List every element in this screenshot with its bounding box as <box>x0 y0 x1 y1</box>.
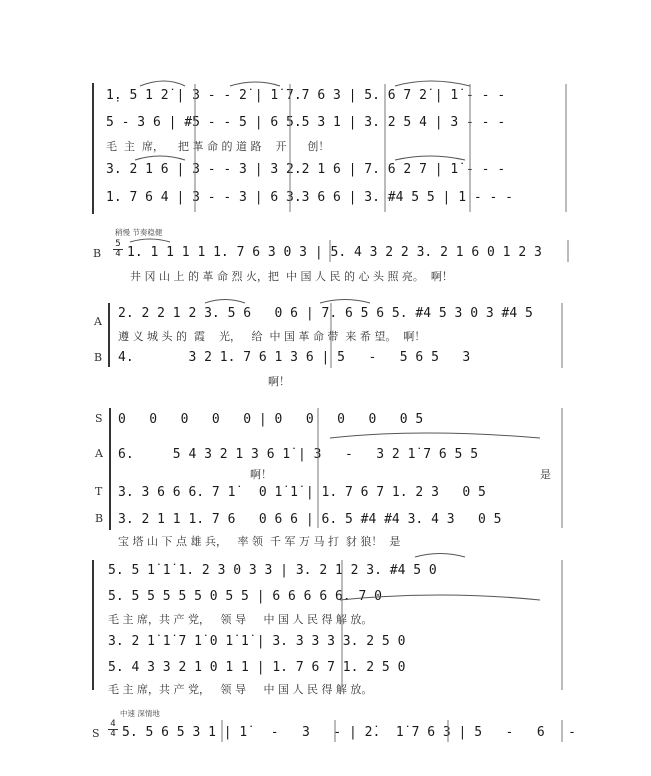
melody-b-2: 4. 3 2 1. 7 6 1 3 6 | 5 - 5 6 5 3 <box>118 350 471 365</box>
staff-4-t: 3. 3 6 6 6. 7 1̇ 0 1̇ 1̇ | 1. 7 6 7 1. 2 3 0 5 <box>118 485 486 500</box>
part-label-b: B <box>95 512 104 525</box>
staff-1-4: 1. 7 6 4 | 3 - - 3 | 6 3.3 6 6 | 3. #4 5 5 | 1 - - - <box>106 190 513 205</box>
lyrics-4-a-1: 啊！ <box>250 468 272 481</box>
tempo-marking-1: 稍慢 节奏稳健 <box>115 228 163 237</box>
staff-4-a: 6. 5 4 3 2 1 3 6 1̇ | 3 - 3 2 1̇ 7 6 5 5 <box>118 447 479 462</box>
lyrics-1: 毛 主 席， 把 革 命 的 道 路 开 创！ <box>106 140 330 153</box>
lyrics-5-1: 毛 主 席，共 产 党， 领 导 中 国 人 民 得 解 放。 <box>108 613 373 626</box>
staff-5-3: 3. 2 1̇ 1̇ 7 1̇ 0 1̇ 1̇ | 3. 3 3 3 3. 2 5 0 <box>108 634 406 649</box>
lyrics-4: 宝 塔 山 下 点 雄 兵， 率 领 千 军 万 马 打 豺 狼！ 是 <box>118 535 401 548</box>
lyrics-a-2: 遵 义 城 头 的 霞 光， 给 中 国 革 命 带 来 希 望。 啊！ <box>118 330 426 343</box>
staff-1-3: 3. 2 1 6 | 3 - - 3 | 3 2.2 1 6 | 7. 6 2 7 | 1̇ - - - <box>106 162 506 177</box>
part-label-b: B <box>94 351 103 364</box>
part-label-a: A <box>94 315 102 328</box>
melody-s-6: 5. 5 6 5 3 1 | 1̇ - 3 - | 2̇. 1̇ 7 6 3 | 5 - 6 - <box>122 725 576 740</box>
lyrics-b-1: 井 冈 山 上 的 革 命 烈 火，把 中 国 人 民 的 心 头 照 亮。 啊！ <box>130 270 453 283</box>
staff-5-1: 5. 5 1̇ 1̇ 1. 2 3 0 3 3 | 3. 2 1 2 3. #4 5 0 <box>108 563 437 578</box>
part-label-b: B <box>93 247 102 260</box>
staff-5-2: 5. 5 5 5 5 5 0 5 5 | 6 6 6 6 6. 7 0 <box>108 589 382 604</box>
part-label-a: A <box>95 447 103 460</box>
part-label-s: S <box>95 412 103 425</box>
staff-1-1: 1̣. 5 1 2̇ | 3 - - 2̇ | 1̇ 7.7 6 3 | 5. 6 7 2̇ | 1̇ - - - <box>106 88 506 103</box>
part-label-s: S <box>92 727 100 740</box>
part-label-t: T <box>95 485 103 498</box>
lyrics-4-a-2: 是 <box>540 468 551 481</box>
time-signature-5-4: 5 4 <box>113 240 123 259</box>
staff-5-4: 5. 4 3 3 2 1 0 1 1 | 1. 7 6 7 1. 2 5 0 <box>108 660 406 675</box>
lyrics-5-2: 毛 主 席，共 产 党， 领 导 中 国 人 民 得 解 放。 <box>108 683 373 696</box>
melody-a-2: 2. 2 2 1 2 3. 5 6 0 6 | 7. 6 5 6 5. #4 5 3 0 3 #4 5 <box>118 306 533 321</box>
staff-4-b: 3. 2 1 1 1. 7 6 0 6 6 | 6. 5 #4 #4 3. 4 3 0 5 <box>118 512 502 527</box>
time-signature-4-4: 4 4 <box>108 720 118 739</box>
melody-b-1: 1. 1 1 1 1 1. 7 6 3 0 3 | 5. 4 3 2 2 3. 2 1 6 0 1 2 3 <box>127 245 542 260</box>
tempo-marking-2: 中速 深情地 <box>120 709 160 718</box>
lyrics-b-2: 啊！ <box>268 375 290 388</box>
staff-4-s: 0 0 0 0 0 | 0 0 0 0 0 5 <box>118 412 424 427</box>
staff-1-2: 5 - 3 6 | #5 - - 5 | 6 5.5 3 1 | 3. 2 5 4 | 3 - - - <box>106 115 506 130</box>
